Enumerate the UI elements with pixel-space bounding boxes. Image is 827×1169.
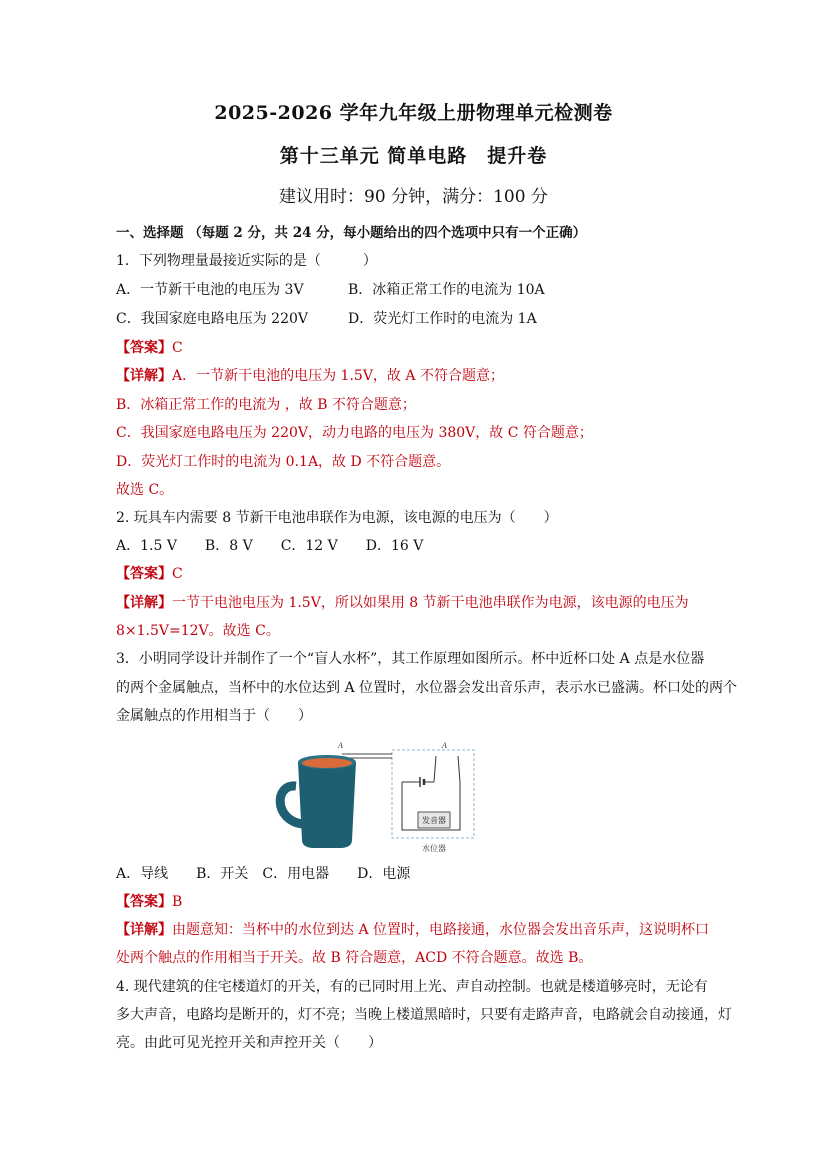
answer-tag: 【答案】 [116, 340, 172, 356]
q3-stem-line1: 3．小明同学设计并制作了一个“盲人水杯”，其工作原理如图所示。杯中近杯口处 A 点是水位器 [116, 651, 705, 667]
q3-detail-1 [116, 920, 709, 940]
q1-option-d: D．荧光灯工作时的电流为 1A [348, 311, 537, 327]
cup-handle [280, 786, 302, 824]
q1-detail-1 [116, 366, 504, 386]
q1-option-b: B．冰箱正常工作的电流为 10A [348, 282, 545, 298]
detail-text: 一节干电池电压为 1.5V，所以如果用 8 节新干电池串联作为电源，该电源的电压为 [172, 595, 689, 611]
answer-value: B [172, 894, 183, 910]
detail-text: A．一节新干电池的电压为 1.5V，故 A 不符合题意； [172, 368, 504, 384]
q2-options: A．1.5 V B．8 V C．12 V D．16 V [116, 538, 424, 554]
q1-option-a: A．一节新干电池的电压为 3V [116, 282, 304, 298]
device-caption: 水位器 [422, 844, 446, 853]
q1-detail-4: D．荧光灯工作时的电流为 0.1A，故 D 不符合题意。 [116, 454, 451, 470]
time-score-info: 建议用时：90 分钟，满分：100 分 [279, 187, 548, 207]
q4-stem-line3: 亮。由此可见光控开关和声控开关（ ） [116, 1035, 382, 1051]
page-title: 2025-2026 学年九年级上册物理单元检测卷 [214, 102, 613, 124]
switch-label: A [442, 741, 447, 750]
detail-tag: 【详解】 [116, 368, 172, 384]
q3-stem-line3: 金属触点的作用相当于（ ） [116, 708, 312, 724]
section-heading: 一、选择题 （每题 2 分，共 24 分，每小题给出的四个选项中只有一个正确） [116, 225, 587, 241]
q1-conclusion: 故选 C。 [116, 482, 174, 498]
answer-value: C [172, 340, 183, 356]
page-subtitle: 第十三单元 简单电路 提升卷 [279, 145, 548, 167]
q1-detail-3: C．我国家庭电路电压为 220V，动力电路的电压为 380V，故 C 符合题意； [116, 425, 593, 441]
q2-stem: 2. 玩具车内需要 8 节新干电池串联作为电源，该电源的电压为（ ） [116, 510, 558, 526]
answer-value: C [172, 566, 183, 582]
blind-cup-figure [272, 734, 478, 854]
cup-body [298, 762, 356, 848]
q2-detail-2: 8×1.5V=12V。故选 C。 [116, 623, 280, 639]
q2-answer [116, 564, 183, 584]
detail-tag: 【详解】 [116, 595, 172, 611]
q1-options-row2 [116, 309, 537, 329]
q3-options: A．导线 B．开关 C．用电器 D．电源 [116, 866, 411, 882]
q3-stem-line2: 的两个金属触点，当杯中的水位达到 A 位置时，水位器会发出音乐声，表示水已盛满。杯口处的两个 [116, 680, 738, 696]
q1-option-c: C．我国家庭电路电压为 220V [116, 311, 308, 327]
q1-stem: 1．下列物理量最接近实际的是（ ） [116, 253, 377, 269]
q4-stem-line2: 多大声音，电路均是断开的，灯不亮；当晚上楼道黑暗时，只要有走路声音，电路就会自动接通，灯 [116, 1007, 732, 1023]
detail-tag: 【详解】 [116, 922, 172, 938]
speaker-label: 发音器 [422, 816, 446, 825]
q4-stem-line1: 4. 现代建筑的住宅楼道灯的开关，有的已同时用上光、声自动控制。也就是楼道够亮时，无论有 [116, 979, 708, 995]
switch-contact-left [434, 756, 436, 782]
switch-contact-right [458, 756, 460, 782]
detail-text: 由题意知：当杯中的水位到达 A 位置时，电路接通，水位器会发出音乐声，这说明杯口 [172, 922, 710, 938]
answer-tag: 【答案】 [116, 894, 172, 910]
q3-detail-2: 处两个触点的作用相当于开关。故 B 符合题意，ACD 不符合题意。故选 B。 [116, 950, 593, 966]
q3-answer [116, 892, 182, 912]
q1-detail-2: B．冰箱正常工作的电流为 ，故 B 不符合题意； [116, 397, 416, 413]
water-surface [302, 758, 352, 768]
q1-answer [116, 338, 183, 358]
answer-tag: 【答案】 [116, 566, 172, 582]
q1-options-row1 [116, 280, 545, 300]
cup-point-label: A [338, 741, 343, 750]
q2-detail-1 [116, 593, 689, 613]
